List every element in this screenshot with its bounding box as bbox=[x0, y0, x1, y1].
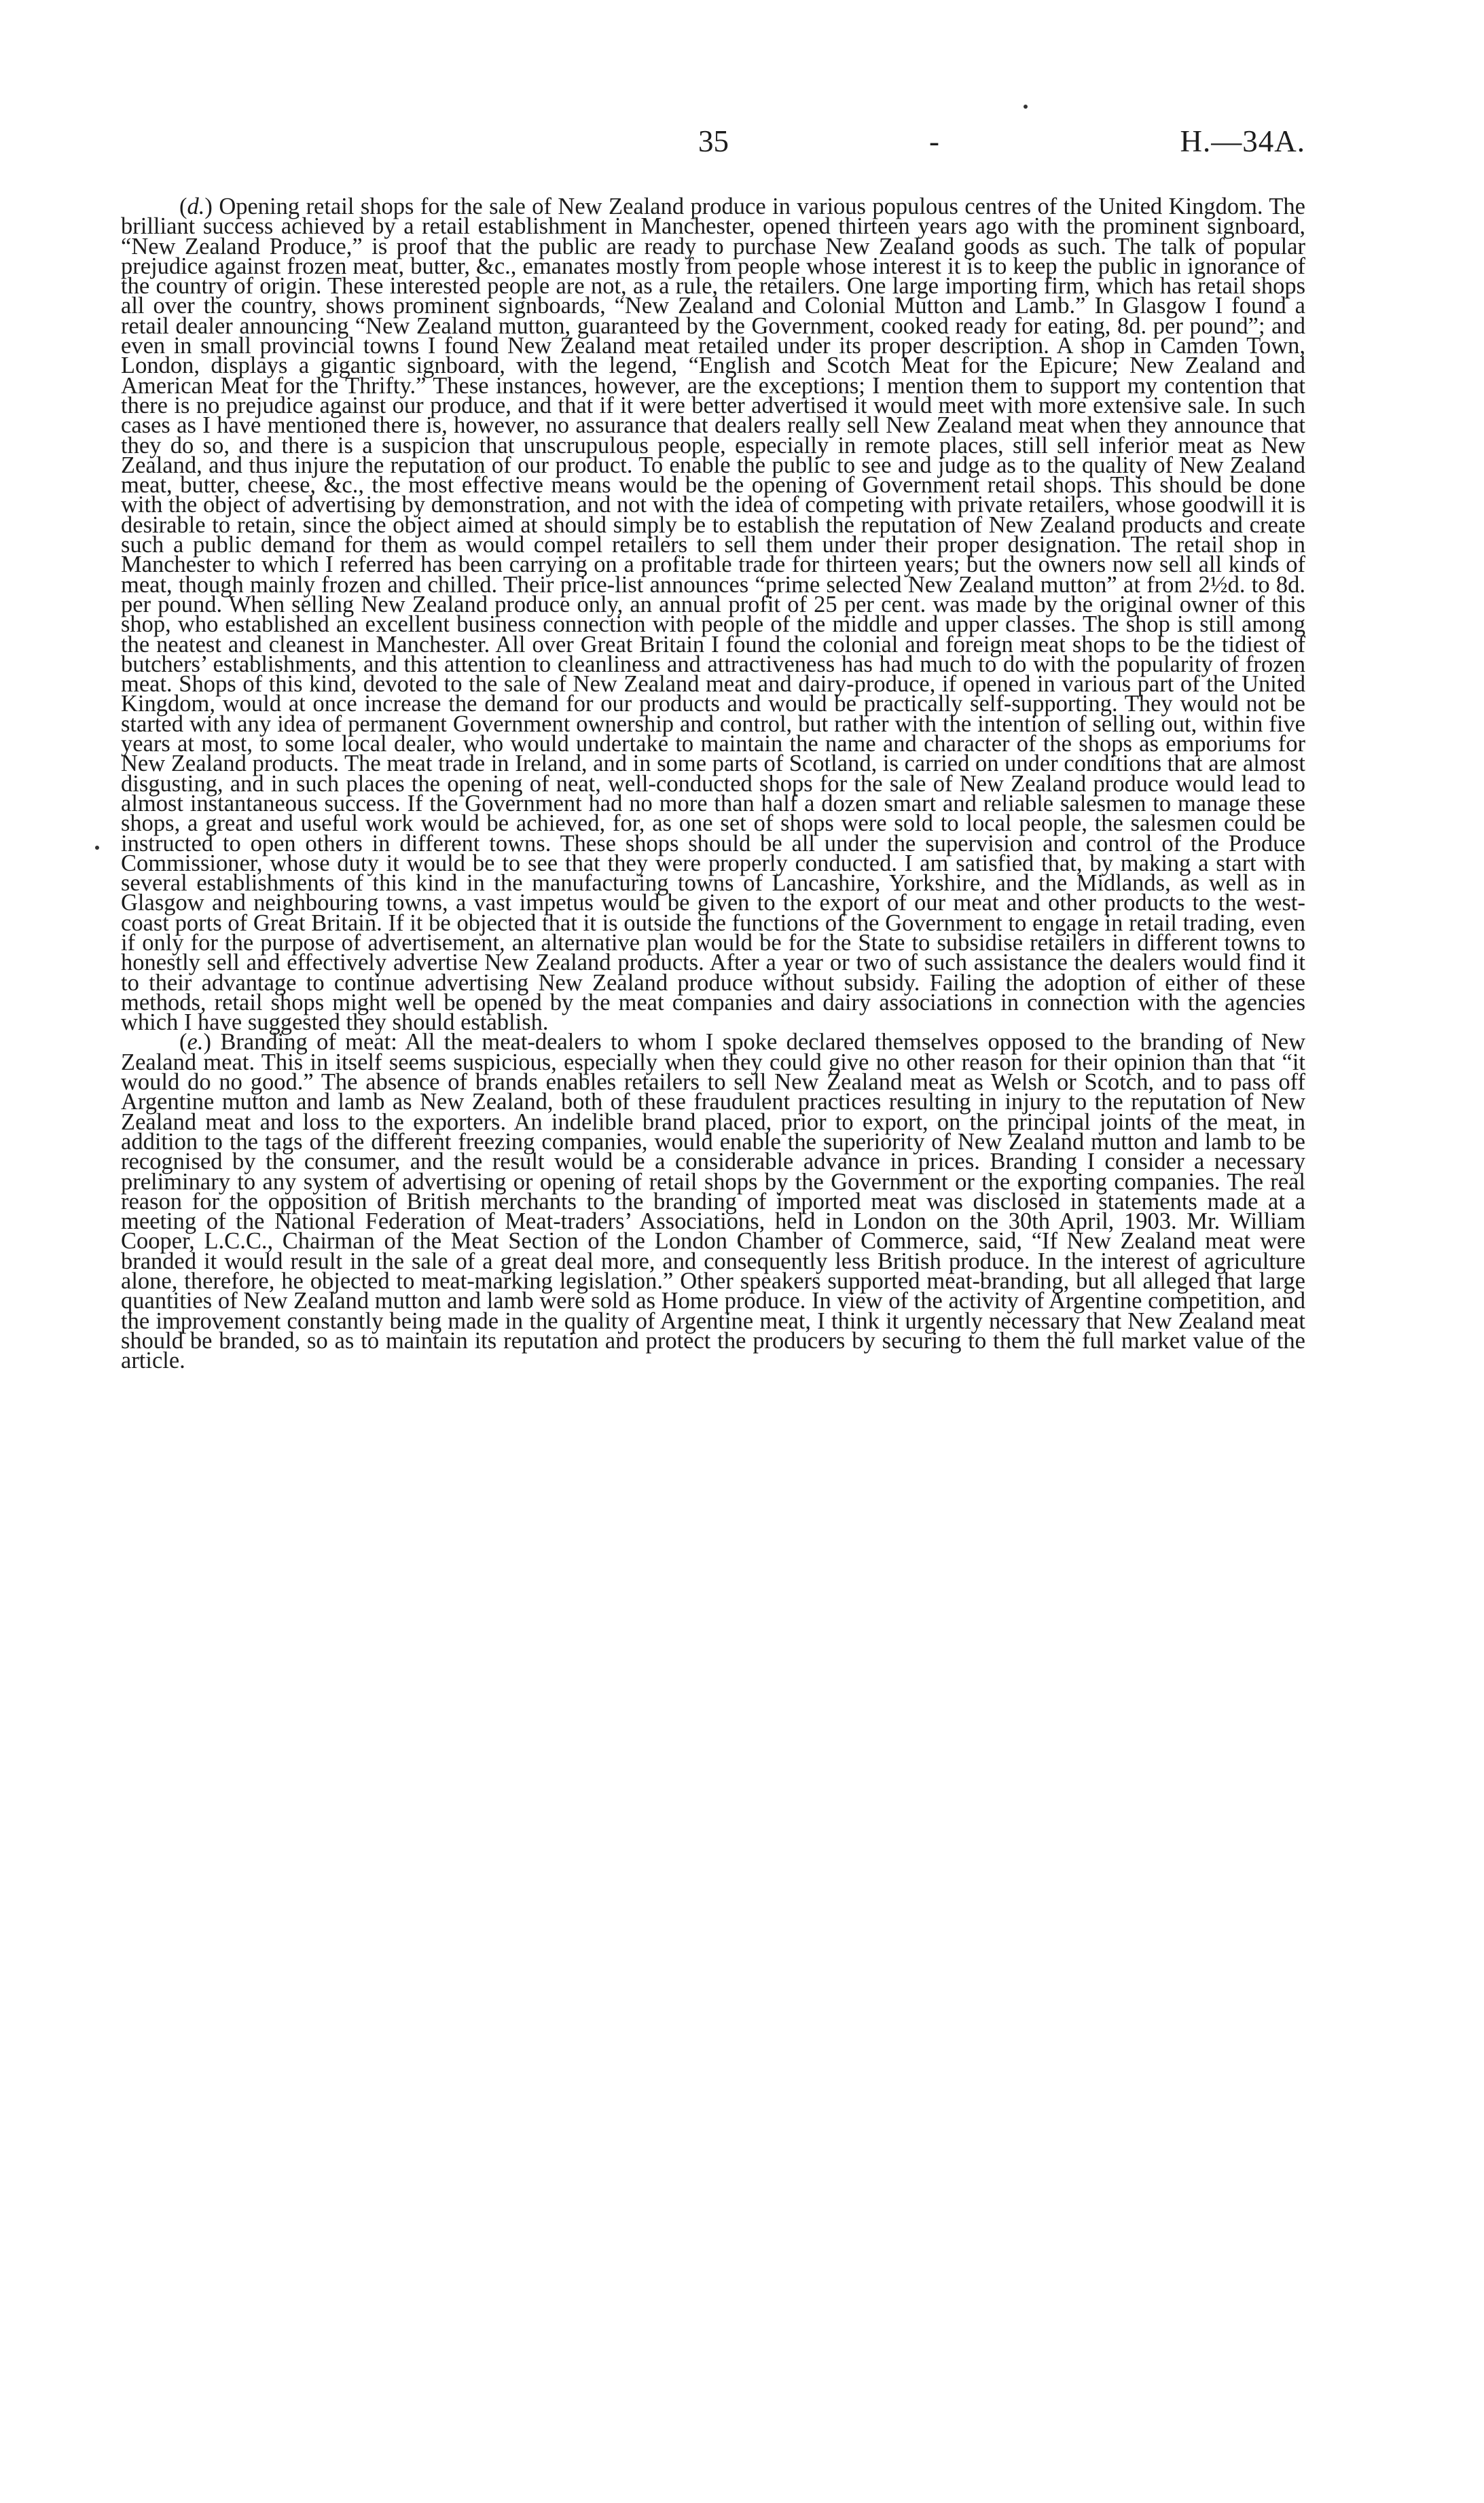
paragraph-e bbox=[121, 1029, 1305, 1374]
page-header bbox=[121, 121, 1305, 168]
stray-ink-dot bbox=[95, 846, 99, 850]
document-reference: H.—34A. bbox=[1180, 124, 1305, 158]
header-separator: - bbox=[929, 124, 939, 158]
paragraph-label: (d.) bbox=[179, 194, 213, 219]
paragraph-d bbox=[121, 194, 1305, 1036]
paragraph-text: Branding of meat: All the meat-dealers to whom I spoke declared themselves opposed to the branding of New Zealand meat. This in itself seems suspicious, especially when they could give no other reason for their opinion than that “it would do no good.” The absence of brands enables retailers to sell New Zealand meat as Welsh or Scotch, and to pass off Argentine mutton and lamb as New Zealand, both of these fraudulent practices resulting in injury to the reputation of New Zealand meat and loss to the exporters. An indelible brand placed, prior to export, on the principal joints of the meat, in addition to the tags of the different freezing companies, would enable the superiority of New Zealand mutton and lamb to be recognised by the consumer, and the result would be a considerable advance in prices. Branding I consider a necessary preliminary to any system of advertising or opening of retail shops by the Government or the exporting companies. The real reason for the opposition of British merchants to the branding of imported meat was disclosed in statements made at a meeting of the National Federation of Meat-traders’ Associations, held in London on the 30th April, 1903. Mr. William Cooper, L.C.C., Chairman of the Meat Section of the London Chamber of Commerce, said, “If New Zealand meat were branded it would result in the sale of a great deal more, and consequently less British produce. In the interest of agriculture alone, therefore, he objected to meat-marking legislation.” Other speakers supported meat-branding, but all alleged that large quantities of New Zealand mutton and lamb were sold as Home produce. In view of the activity of Argentine competition, and the improvement constantly being made in the quality of Argentine meat, I think it urgently necessary that New Zealand meat should be branded, so as to maintain its reputation and protect the producers by securing to them the full market value of the article. bbox=[121, 1029, 1305, 1374]
page-number: 35 bbox=[698, 124, 729, 158]
body-text bbox=[121, 194, 1305, 1374]
paragraph-label: (e.) bbox=[179, 1029, 211, 1056]
stray-ink-dot bbox=[1024, 105, 1028, 109]
paragraph-text: Opening retail shops for the sale of New Zealand produce in various populous centres of the United Kingdom. The brilliant success achieved by a retail establishment in Manchester, opened thirteen years ago with the prominent signboard, “New Zealand Produce,” is proof that the public are ready to purchase New Zealand goods as such. The talk of popular prejudice against frozen meat, butter, &c., emanates mostly from people whose interest it is to keep the public in ignorance of the country of origin. These interested people are not, as a rule, the retailers. One large importing firm, which has retail shops all over the country, shows prominent signboards, “New Zealand and Colonial Mutton and Lamb.” In Glasgow I found a retail dealer announcing “New Zealand mutton, guaranteed by the Government, cooked ready for eating, 8d. per pound”; and even in small provincial towns I found New Zealand meat retailed under its proper description. A shop in Camden Town, London, displays a gigantic signboard, with the legend, “English and Scotch Meat for the Epicure; New Zealand and American Meat for the Thrifty.” These instances, however, are the exceptions; I mention them to support my contention that there is no prejudice against our produce, and that if it were better advertised it would meet with more extensive sale. In such cases as I have mentioned there is, however, no assurance that dealers really sell New Zealand meat when they announce that they do so, and there is a suspicion that unscrupulous people, especially in remote places, still sell inferior meat as New Zealand, and thus injure the reputation of our product. To enable the public to see and judge as to the quality of New Zealand meat, butter, cheese, &c., the most effective means would be the opening of Government retail shops. This should be done with the object of advertising by demonstration, and not with the idea of competing with private retailers, whose goodwill it is desirable to retain, since the object aimed at should simply be to establish the reputation of New Zealand products and create such a public demand for them as would compel retailers to sell them under their proper designation. The retail shop in Manchester to which I referred has been carrying on a profitable trade for thirteen years; but the owners now sell all kinds of meat, though mainly frozen and chilled. Their price-list announces “prime selected New Zealand mutton” at from 2½d. to 8d. per pound. When selling New Zealand produce only, an annual profit of 25 per cent. was made by the original owner of this shop, who established an excellent business connection with people of the middle and upper classes. The shop is still among the neatest and cleanest in Manchester. All over Great Britain I found the colonial and foreign meat shops to be the tidiest of butchers’ establishments, and this attention to cleanliness and attractiveness has had much to do with the popularity of frozen meat. Shops of this kind, devoted to the sale of New Zealand meat and dairy-produce, if opened in various part of the United Kingdom, would at once increase the demand for our products and would be practically self-supporting. They would not be started with any idea of permanent Government ownership and control, but rather with the intention of selling out, within five years at most, to some local dealer, who would undertake to maintain the name and character of the shops as emporiums for New Zealand products. The meat trade in Ireland, and in some parts of Scotland, is carried on under conditions that are almost disgusting, and in such places the opening of neat, well-conducted shops for the sale of New Zealand produce would lead to almost instantaneous success. If the Government had no more than half a dozen smart and reliable salesmen to manage these shops, a great and useful work would be achieved, for, as one set of shops were sold to local people, the salesmen could be instructed to open others in different towns. These shops should be all under the supervision and control of the Produce Commissioner, whose duty it would be to see that they were properly conducted. I am satisfied that, by making a start with several establishments of this kind in the manufacturing towns of Lancashire, Yorkshire, and the Midlands, as well as in Glasgow and neighbouring towns, a vast impetus would be given to the export of our meat and other products to the west-coast ports of Great Britain. If it be objected that it is outside the functions of the Government to engage in retail trading, even if only for the purpose of advertisement, an alternative plan would be for the State to subsidise retailers in different towns to honestly sell and effectively advertise New Zealand products. After a year or two of such assistance the dealers would find it to their advantage to continue advertising New Zealand produce without subsidy. Failing the adoption of either of these methods, retail shops might well be opened by the meat companies and dairy associations in connection with the agencies which I have suggested they should establish. bbox=[121, 194, 1305, 1036]
